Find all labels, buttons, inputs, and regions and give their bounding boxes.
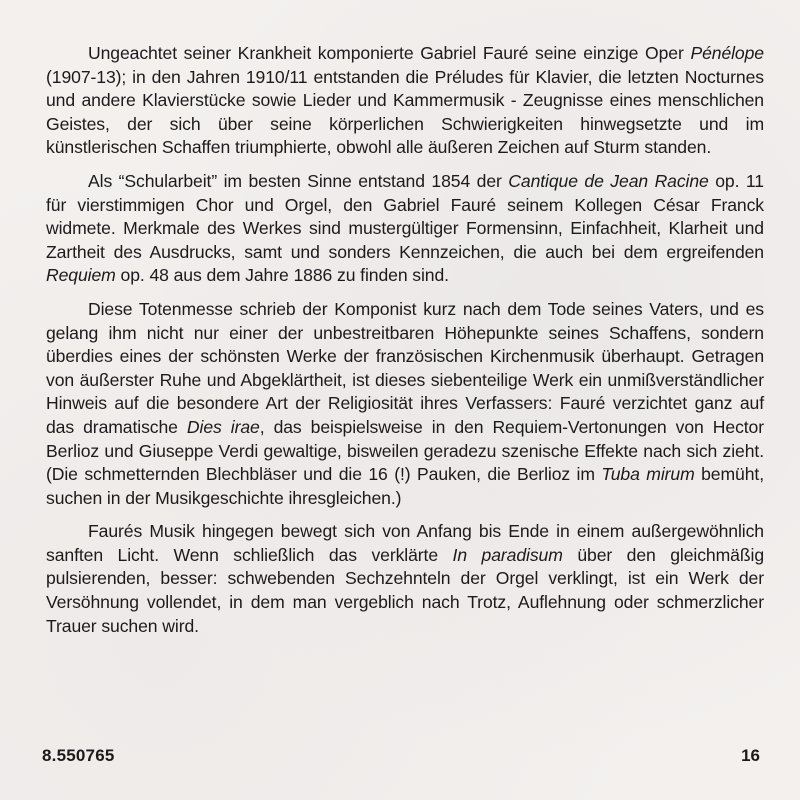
text-run: Als “Schularbeit” im besten Sinne entstand 1854 der: [88, 170, 509, 191]
text-run: op. 11 für vierstimmigen Chor und Orgel, den Gabriel Fauré seinem Kollegen César Franck widmete. Merkmale des Werkes sind mustergültiger Formensinn, Einfachheit, Klarheit und Zartheit des Ausdrucks, samt und sonders Kennzeichen, die auch bei dem ergreifenden: [46, 170, 764, 262]
italic-title: In paradisum: [452, 544, 563, 565]
italic-title: Pénélope: [690, 43, 764, 63]
italic-title: Dies irae: [186, 416, 260, 437]
text-run: Ungeachtet seiner Krankheit komponierte Gabriel Fauré seine einzige Oper: [88, 43, 691, 63]
body-text: [46, 42, 764, 648]
text-run: bemüht, suchen in der Musikgeschichte ihresgleichen.): [46, 464, 764, 508]
italic-title: Tuba mirum: [601, 464, 695, 485]
text-run: , das beispielsweise in den Requiem-Vertonungen von Hector Berlioz und Giuseppe Verdi gewaltige, bisweilen geradezu szenische Effekte nach sich zieht. (Die schmetternden Blechbläser und die 16 (!) Pauken, die Berlioz im: [46, 416, 765, 485]
text-run: Faurés Musik hingegen bewegt sich von Anfang bis Ende in einem außergewöhnlich sanften Licht. Wenn schließlich das verklärte: [46, 521, 764, 565]
text-run: Diese Totenmesse schrieb der Komponist kurz nach dem Tode seines Vaters, und es gelang ihm nicht nur einer der unbestreitbaren Höhepunkte seines Schaffens, sondern überdies eines der schönsten Werke der französischen Kirchenmusik überhaupt. Getragen von äußerster Ruhe und Abgeklärtheit, ist dieses siebenteilige Werk ein unmißverständlicher Hinweis auf die besondere Art der Religiosität ihres Verfassers: Fauré verzichtet ganz auf das dramatische: [46, 298, 764, 437]
paragraph-1: [46, 42, 764, 160]
italic-title: Cantique de Jean Racine: [508, 170, 709, 191]
paragraph-4: [46, 520, 764, 638]
catalog-number: 8.550765: [42, 746, 115, 765]
paragraph-2: [46, 170, 764, 288]
page-number: 16: [741, 746, 760, 765]
italic-title: Requiem: [46, 265, 116, 286]
text-run: op. 48 aus dem Jahre 1886 zu finden sind.: [115, 265, 449, 286]
text-run: (1907-13); in den Jahren 1910/11 entstanden die Préludes für Klavier, die letzten Nocturnes und andere Klavierstücke sowie Lieder und Kammermusik - Zeugnisse eines menschlichen Geistes, der sich über seine körperlichen Schwierigkeiten hinwegsetzte und im künstlerischen Schaffen triumphierte, obwohl alle äußeren Zeichen auf Sturm standen.: [46, 66, 764, 158]
text-run: über den gleichmäßig pulsierenden, besser: schwebenden Sechzehnteln der Orgel verklingt, ist ein Werk der Versöhnung vollendet, in dem man vergeblich nach Trotz, Auflehnung oder schmerzlicher Trauer suchen wird.: [46, 544, 765, 636]
paragraph-3: [46, 298, 764, 510]
